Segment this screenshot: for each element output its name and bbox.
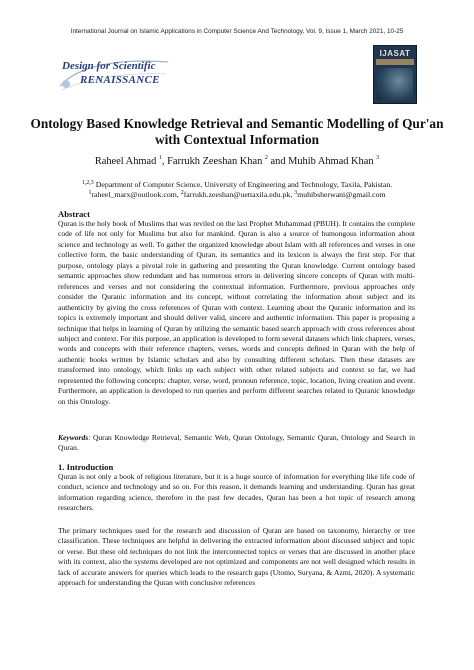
email-line <box>20 190 454 200</box>
cover-artwork <box>377 68 413 100</box>
email-sup: 2 <box>180 189 184 196</box>
author-name: Muhib Ahmad Khan <box>288 156 374 167</box>
email-sup: 3 <box>294 189 298 196</box>
author-separator: , <box>161 156 168 167</box>
publisher-logo <box>58 56 170 94</box>
logo-text-line2: RENAISSANCE <box>80 74 160 86</box>
logo-text-line1: Design for Scientific <box>62 60 156 72</box>
author-list <box>20 156 454 167</box>
introduction-paragraph: Quran is not only a book of religious literature, but it is a huge source of information for everything like life code of conduct, science and technology and so on. For this reason, it demands learning and understanding. Quran has great information regarding science, therefore in the past few decades, Quran has been a hot topic of research among researchers. <box>58 472 415 513</box>
introduction-heading: 1. Introduction <box>58 462 114 472</box>
author-separator: and <box>267 156 289 167</box>
affiliation-line <box>20 180 454 190</box>
author-sup: 1 <box>158 155 162 161</box>
email-sup: 1 <box>88 189 92 196</box>
keywords-text: : Quran Knowledge Retrieval, Semantic Web, Quran Ontology, Semantic Quran, Ontology and Search in Quran. <box>58 433 415 453</box>
journal-header: International Journal on Islamic Applications in Computer Science And Technology, Vol. 9, Issue 1, March 2021, 10-25 <box>70 28 404 35</box>
abstract-heading: Abstract <box>58 209 90 219</box>
email-address[interactable]: muhibsherwani@gmail.com <box>297 189 386 199</box>
keywords-label: Keywords <box>58 433 89 442</box>
author-name: Farrukh Zeeshan Khan <box>167 156 263 167</box>
affiliation-department: Department of Computer Science, University of Engineering and Technology, Taxila, Pakistan. <box>93 180 393 189</box>
author-name: Raheel Ahmad <box>94 156 157 167</box>
author-sup: 3 <box>376 155 380 161</box>
paper-title: Ontology Based Knowledge Retrieval and Semantic Modelling of Qur'an with Contextual Information <box>30 116 444 147</box>
introduction-paragraph: The primary techniques used for the research and discussion of Quran are based on taxonomy, hierarchy or tree classification. These techniques are helpful in delivering the extracted information about discussed subject and topic or verse. But these old techniques do not link the interconnected topics or verses that are discussed in another place with its context, also the systems developed are not optimized and components are not well designed which results in lack of accurate answers for queries which leads to the research gaps (Utomo, Suryana, & Azmi, 2020). A systematic approach for understanding the Quran with conclusive references <box>58 526 415 588</box>
email-address[interactable]: farrukh.zeeshan@uettaxila.edu.pk, <box>183 189 295 199</box>
cover-title: IJASAT <box>379 49 411 58</box>
cover-band <box>376 59 414 65</box>
journal-cover-thumbnail <box>373 45 417 104</box>
affiliation-block <box>20 180 454 199</box>
author-sup: 2 <box>264 155 268 161</box>
keywords-paragraph <box>58 433 415 454</box>
abstract-text: Quran is the holy book of Muslims that was reviled on the last Prophet Muhammad (PBUH). It contains the complete code of life not only for Muslims but also for mankind. Quran is also a source of humongous information about science and technology as well. To gather the organized knowledge about Islam with all references and verses in one collective form, the basic understanding of Quran, its semantics and its lexicon is always the first step. For that purpose, ontology plays a pivotal role in gathering and presenting the Quran knowledge. Current ontology based semantic approaches show redundant and has numerous errors in delivering sincere concepts of Quran with multi-references and verses and not considering the contextual information. Furthermore, previous approaches only consider the Quranic information and its concept, without correlating the information about subject and its authenticity by giving the cross references of Quran with context. Learning about the Quranic information and its topics is extremely important and should deliver valid, sincere and authentic information. This paper is proposing a technique that helps in learning of Quran by utilizing the semantic based search approach with cross references about subject and context. For this purpose, an application is developed to form several datasets which link chapters, verses, words and concepts with their reference chapters, verses, words and concepts defined in Quran with the help of authentic books written by Islamic scholars and also by consulting different scholars. Then these datasets are transformed into ontology, which links up each subject with other related subjects and context so far, we had represented the following concepts: chapter, verse, word, pronoun reference, topic, location, living creation and event. Furthermore, an application is developed to run queries and perform different searches related to Quranic knowledge on this Ontology. <box>58 219 415 406</box>
affiliation-sup: 1,2,3 <box>81 180 94 186</box>
email-address[interactable]: raheel_marx@outlook.com, <box>91 189 181 199</box>
